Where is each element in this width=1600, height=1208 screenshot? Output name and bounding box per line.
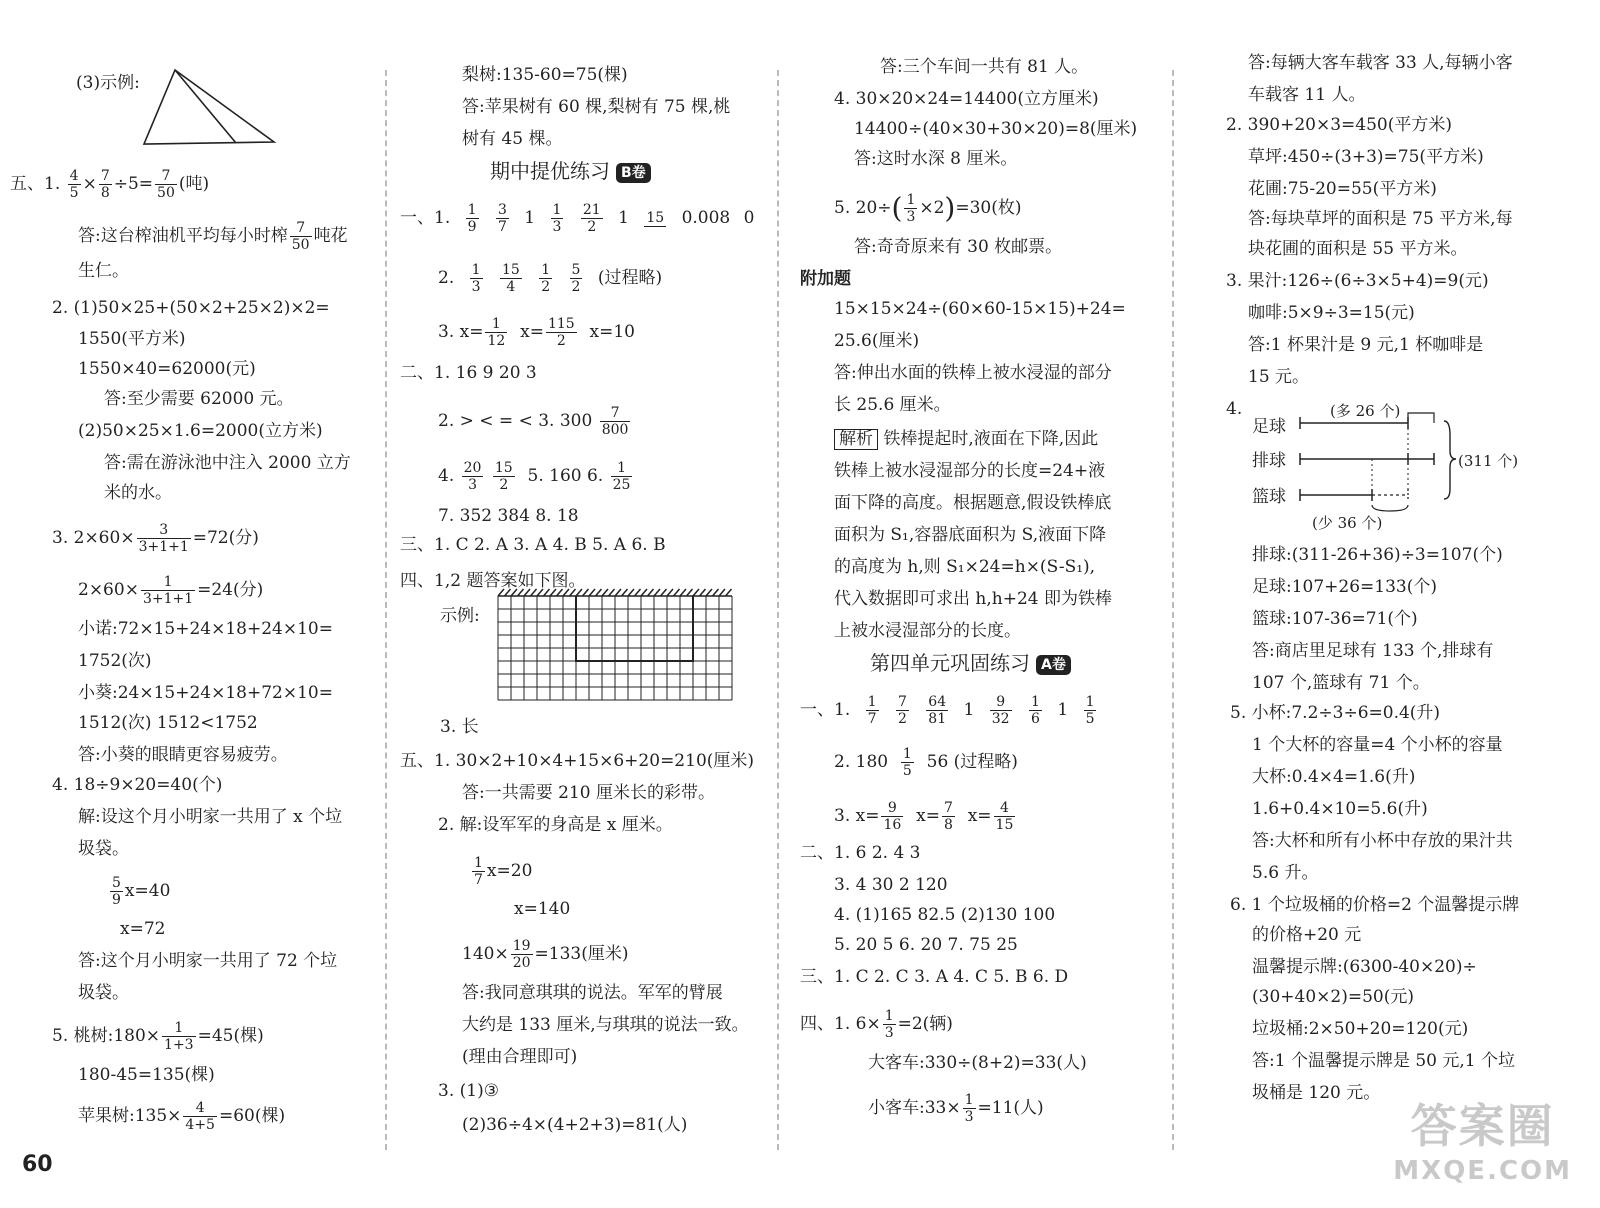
text-line: 3. x= $\frac{9}{16}$ x= $\frac{7}{8}$ x= $\frac{4}{15}$ [834, 800, 1014, 833]
text-line: 上被水浸湿部分的长度。 [834, 621, 1021, 641]
text-line: 长 25.6 厘米。 [834, 395, 951, 415]
diagram-label: (多 26 个) [1330, 402, 1401, 420]
text-line: 7. 352 384 8. 18 [438, 506, 579, 526]
text-line: 苹果树:135× $\frac{4}{4+5}$ =60(棵) [78, 1100, 286, 1133]
fraction: $\frac{1}{3}$ [552, 202, 562, 235]
fraction: $\frac{5}{2}$ [571, 262, 581, 295]
text-line: 解:设这个月小明家一共用了 x 个垃 [78, 807, 343, 827]
fraction: $\frac{1}{6}$ [1031, 694, 1040, 727]
text-line: 5. 20÷( $\frac{1}{3}$ ×2)=30(枚) [834, 191, 1022, 225]
fraction: $\frac{15}{4}$ [501, 262, 520, 295]
text-line: 1512(次) 1512<1752 [78, 713, 258, 733]
fraction: $\frac{4}{4+5}$ [185, 1100, 215, 1133]
text-line: 大杯:0.4×4=1.6(升) [1252, 767, 1416, 787]
text-line: 垃圾桶:2×50+20=120(元) [1252, 1019, 1469, 1039]
text-line: 花圃:75-20=55(平方米) [1248, 179, 1437, 199]
analysis-tag: 解析 [834, 429, 878, 450]
text-line: 圾袋。 [78, 983, 129, 1003]
column-divider [1172, 70, 1174, 1150]
fraction: $\frac{1}{9}$ [467, 202, 477, 235]
text-line: 一、1. $\frac{1}{7}$ $\frac{7}{2}$ $\frac{64}{81}$ 1 $\frac{9}{32}$ $\frac{1}{6}$ 1 $\frac{1}{5}$ [800, 694, 1095, 727]
diagram-label: 足球 [1252, 417, 1286, 437]
text-line: 4. (1)165 82.5 (2)130 100 [834, 905, 1056, 925]
text-line: 一、1. $\frac{1}{9}$ $\frac{3}{7}$ 1 $\frac{1}{3}$ $\frac{21}{2}$ 1 15 0.008 0 [400, 202, 755, 235]
text-line: 大约是 133 厘米,与琪琪的说法一致。 [462, 1015, 749, 1035]
text-line: 15×15×24÷(60×60-15×15)+24= [834, 299, 1126, 319]
text-line: 小葵:24×15+24×18+72×10= [78, 683, 333, 703]
fraction: $\frac{1}{5}$ [1085, 694, 1095, 727]
text-line: 4. $\frac{20}{3}$ $\frac{15}{2}$ 5. 160 6. $\frac{1}{25}$ [438, 460, 631, 493]
text-line: 3. x= $\frac{1}{12}$ x= $\frac{115}{2}$ x=10 [438, 316, 635, 349]
text-line: 答:每辆大客车载客 33 人,每辆小客 [1248, 53, 1513, 73]
text-line: 15 元。 [1248, 367, 1310, 387]
fence-outline [576, 596, 693, 661]
text-line: x=140 [514, 899, 571, 919]
text-line: (2)50×25×1.6=2000(立方米) [78, 421, 323, 441]
fraction: $\frac{64}{81}$ [928, 694, 947, 727]
text-line: 四、1,2 题答案如下图。 [400, 571, 586, 591]
text-line: 5. 20 5 6. 20 7. 75 25 [834, 935, 1018, 955]
text-line: 3. 4 30 2 120 [834, 875, 948, 895]
text-line: 1550×40=62000(元) [78, 359, 256, 379]
text-line: 3. (1)③ [438, 1081, 499, 1101]
fraction: $\frac{15}{2}$ [494, 460, 513, 493]
text-line: 1.6+0.4×10=5.6(升) [1252, 799, 1428, 819]
text-line: 大客车:330÷(8+2)=33(人) [868, 1053, 1087, 1073]
text-line: $\frac{1}{7}$ x=20 [474, 855, 533, 888]
text-line: 5. 小杯:7.2÷3÷6=0.4(升) [1230, 703, 1441, 723]
fraction: $\frac{115}{2}$ [547, 316, 575, 349]
wall-hatching [498, 589, 732, 596]
text-line: 140× $\frac{19}{20}$ =133(厘米) [462, 938, 629, 971]
text-line: 答:伸出水面的铁棒上被水浸湿的部分 [834, 363, 1112, 383]
item-label: 五、1. [10, 174, 61, 194]
text-line: 足球:107+26=133(个) [1252, 577, 1438, 597]
text-line: 铁棒上被水浸湿部分的长度=24+液 [834, 461, 1106, 481]
fraction: $\frac{3}{3+1+1}$ [138, 522, 189, 555]
fraction: $\frac{1}{7}$ [867, 694, 877, 727]
column-3 [782, 50, 1172, 1160]
text-line: 答:大杯和所有小杯中存放的果汁共 [1252, 831, 1513, 851]
fraction: $\frac{7}{2}$ [897, 694, 907, 727]
text-line: 25.6(厘米) [834, 331, 920, 351]
text-line: 温馨提示牌:(6300-40×20)÷ [1252, 957, 1477, 977]
text-line: 5.6 升。 [1252, 863, 1319, 883]
text-line: 答:三个车间一共有 81 人。 [880, 57, 1089, 77]
fraction: $\frac{1}{3}$ [964, 1092, 974, 1125]
fraction: $\frac{7}{50}$ [291, 220, 310, 253]
text-line: 答:这台榨油机平均每小时榨 $\frac{7}{50}$ 吨花 [78, 220, 348, 253]
text-line: 二、1. 16 9 20 3 [400, 363, 537, 383]
watermark-url: MXQE.COM [1393, 1156, 1572, 1186]
watermark [1393, 1090, 1572, 1186]
fraction: $\frac{9}{32}$ [991, 694, 1010, 727]
text-line: $\frac{5}{9}$ x=40 [112, 875, 171, 908]
text-line: 梨树:135-60=75(棵) [462, 65, 628, 85]
text-line: 排球:(311-26+36)÷3=107(个) [1252, 545, 1503, 565]
text-line: 草坪:450÷(3+3)=75(平方米) [1248, 147, 1484, 167]
fraction: $\frac{1}{5}$ [902, 746, 912, 779]
text-line: 4. 18÷9×20=40(个) [52, 775, 223, 795]
fraction: $\frac{7}{800}$ [601, 405, 629, 438]
section-title: 期中提优练习 B卷 [490, 160, 651, 183]
text-line: 车载客 11 人。 [1248, 85, 1366, 105]
text-line: (30+40×2)=50(元) [1252, 987, 1414, 1007]
text-line: 的价格+20 元 [1252, 925, 1362, 945]
fraction: 15 [646, 210, 665, 226]
text-line: 107 个,篮球有 71 个。 [1252, 673, 1430, 693]
text-line: 答:1 个温馨提示牌是 50 元,1 个垃 [1252, 1051, 1516, 1071]
text-line: 圾袋。 [78, 839, 129, 859]
text-line: 4. 30×20×24=14400(立方厘米) [834, 89, 1099, 109]
text-line: 答:至少需要 62000 元。 [104, 389, 294, 409]
text-line: 面下降的高度。根据题意,假设铁棒底 [834, 493, 1112, 513]
fraction: $\frac{1}{3+1+1}$ [142, 574, 194, 607]
text-line: (理由合理即可) [462, 1047, 578, 1067]
text-line: 2. (1)50×25+(50×2+25×2)×2= [52, 298, 330, 318]
grid-drawing-figure [494, 588, 736, 704]
text-line: (3)示例: [76, 73, 140, 93]
text-line: 五、1. 30×2+10×4+15×6+20=210(厘米) [400, 751, 755, 771]
text-line: 解析 铁棒提起时,液面在下降,因此 [834, 428, 1098, 450]
fraction: $\frac{1}{2}$ [541, 262, 551, 295]
fraction: $\frac{4}{15}$ [995, 800, 1014, 833]
fraction: $\frac{7}{8}$ [100, 168, 110, 201]
text-line: 5. 桃树:180× $\frac{1}{1+3}$ =45(棵) [52, 1020, 264, 1053]
fraction: $\frac{20}{3}$ [463, 460, 482, 493]
text-line: 2. 解:设军军的身高是 x 厘米。 [438, 815, 673, 835]
fraction: $\frac{1}{25}$ [612, 460, 631, 493]
text-line: 1550(平方米) [78, 329, 186, 349]
text-line: 3. 2×60× $\frac{3}{3+1+1}$ =72(分) [52, 522, 259, 555]
text-line: 4. [1226, 399, 1243, 419]
text-line: 小客车:33× $\frac{1}{3}$ =11(人) [868, 1092, 1044, 1125]
text-line: 答:一共需要 210 厘米长的彩带。 [462, 783, 715, 803]
fraction: $\frac{19}{20}$ [512, 938, 531, 971]
section-title: 第四单元巩固练习 A卷 [870, 652, 1071, 675]
fraction: $\frac{1}{3}$ [471, 262, 481, 295]
fraction: $\frac{7}{50}$ [157, 168, 175, 201]
text-line: 面积为 S₁,容器底面积为 S,液面下降 [834, 525, 1107, 545]
text-line: 答:商店里足球有 133 个,排球有 [1252, 641, 1494, 661]
fraction: $\frac{1}{7}$ [474, 855, 483, 888]
text-line: 答:这个月小明家一共用了 72 个垃 [78, 951, 338, 971]
text-line: 米的水。 [104, 483, 172, 503]
column-1 [0, 50, 385, 1160]
text-line: 2. 180 $\frac{1}{5}$ 56 (过程略) [834, 746, 1018, 779]
text-line: 五、1. $\frac{4}{5}$ × $\frac{7}{8}$ ÷5= $\frac{7}{50}$ (吨) [10, 168, 210, 201]
fraction: $\frac{7}{8}$ [943, 800, 953, 833]
text-line: 2. > < = < 3. 300 $\frac{7}{800}$ [438, 405, 629, 438]
text-line: 二、1. 6 2. 4 3 [800, 843, 921, 863]
text-line: 14400÷(40×30+30×20)=8(厘米) [854, 119, 1138, 139]
watermark-logo-text: 答案圈 [1410, 1099, 1555, 1153]
diagram-label: 排球 [1252, 451, 1286, 471]
column-4 [1178, 50, 1598, 1160]
text-line: 三、1. C 2. A 3. A 4. B 5. A 6. B [400, 535, 666, 555]
text-line: 答:奇奇原来有 30 枚邮票。 [854, 237, 1063, 257]
column-2 [390, 50, 775, 1160]
text-line: 2. $\frac{1}{3}$ $\frac{15}{4}$ $\frac{1}{2}$ $\frac{5}{2}$ (过程略) [438, 262, 663, 295]
text-line: 1 个大杯的容量=4 个小杯的容量 [1252, 735, 1503, 755]
diagram-label: (311 个) [1458, 452, 1519, 470]
fraction: $\frac{1}{1+3}$ [164, 1020, 194, 1053]
column-divider [385, 70, 387, 1150]
fraction: $\frac{5}{9}$ [112, 875, 121, 908]
fraction: $\frac{1}{3}$ [884, 1008, 894, 1041]
volume-badge: B卷 [616, 163, 651, 183]
fraction: $\frac{9}{16}$ [883, 800, 902, 833]
text-line: 块花圃的面积是 55 平方米。 [1248, 239, 1468, 259]
text-line: 3. 长 [440, 717, 479, 737]
fraction: $\frac{3}{7}$ [497, 202, 507, 235]
text-line: 圾桶是 120 元。 [1252, 1083, 1381, 1103]
fraction: $\frac{21}{2}$ [582, 202, 601, 235]
text-line: 2. 390+20×3=450(平方米) [1226, 115, 1452, 135]
section-heading: 附加题 [800, 269, 851, 289]
text-line: 2×60× $\frac{1}{3+1+1}$ =24(分) [78, 574, 264, 607]
diagram-label: 篮球 [1252, 487, 1286, 507]
text-line: 三、1. C 2. C 3. A 4. C 5. B 6. D [800, 967, 1069, 987]
text-line: 6. 1 个垃圾桶的价格=2 个温馨提示牌 [1230, 895, 1520, 915]
text-line: 生仁。 [78, 261, 129, 281]
page-number: 60 [22, 1152, 53, 1177]
text-line: 示例: [440, 606, 480, 626]
fraction: $\frac{1}{3}$ [906, 192, 916, 225]
text-line: 咖啡:5×9÷3=15(元) [1248, 303, 1415, 323]
triangle-example-figure [140, 68, 280, 148]
text-line: 答:苹果树有 60 棵,梨树有 75 棵,桃 [462, 97, 731, 117]
text-line: 答:每块草坪的面积是 75 平方米,每 [1248, 209, 1513, 229]
text-line: 答:这时水深 8 厘米。 [854, 149, 1018, 169]
text-line: 小诺:72×15+24×18+24×10= [78, 619, 333, 639]
volume-badge: A卷 [1036, 655, 1071, 675]
column-divider [777, 70, 779, 1150]
text-line: 答:1 杯果汁是 9 元,1 杯咖啡是 [1248, 335, 1484, 355]
text-line: 180-45=135(棵) [78, 1065, 215, 1085]
text-line: 答:需在游泳池中注入 2000 立方 [104, 453, 351, 473]
fraction: $\frac{1}{12}$ [487, 316, 506, 349]
text-line: 的高度为 h,则 S₁×24=h×(S-S₁), [834, 557, 1096, 577]
text-line: 四、1. 6× $\frac{1}{3}$ =2(辆) [800, 1008, 953, 1041]
fraction: $\frac{4}{5}$ [69, 168, 79, 201]
text-line: x=72 [120, 919, 166, 939]
text-line: 树有 45 棵。 [462, 129, 563, 149]
diagram-label: (少 36 个) [1312, 514, 1383, 532]
grid-lines [498, 596, 732, 700]
text-line: 答:小葵的眼睛更容易疲劳。 [78, 745, 288, 765]
text-line: (2)36÷4×(4+2+3)=81(人) [462, 1115, 688, 1135]
text-line: 答:我同意琪琪的说法。军军的臂展 [462, 983, 723, 1003]
text-line: 代入数据即可求出 h,h+24 即为铁棒 [834, 589, 1112, 609]
text-line: 篮球:107-36=71(个) [1252, 609, 1418, 629]
text-line: 3. 果汁:126÷(6÷3×5+4)=9(元) [1226, 271, 1489, 291]
text-line: 1752(次) [78, 651, 152, 671]
